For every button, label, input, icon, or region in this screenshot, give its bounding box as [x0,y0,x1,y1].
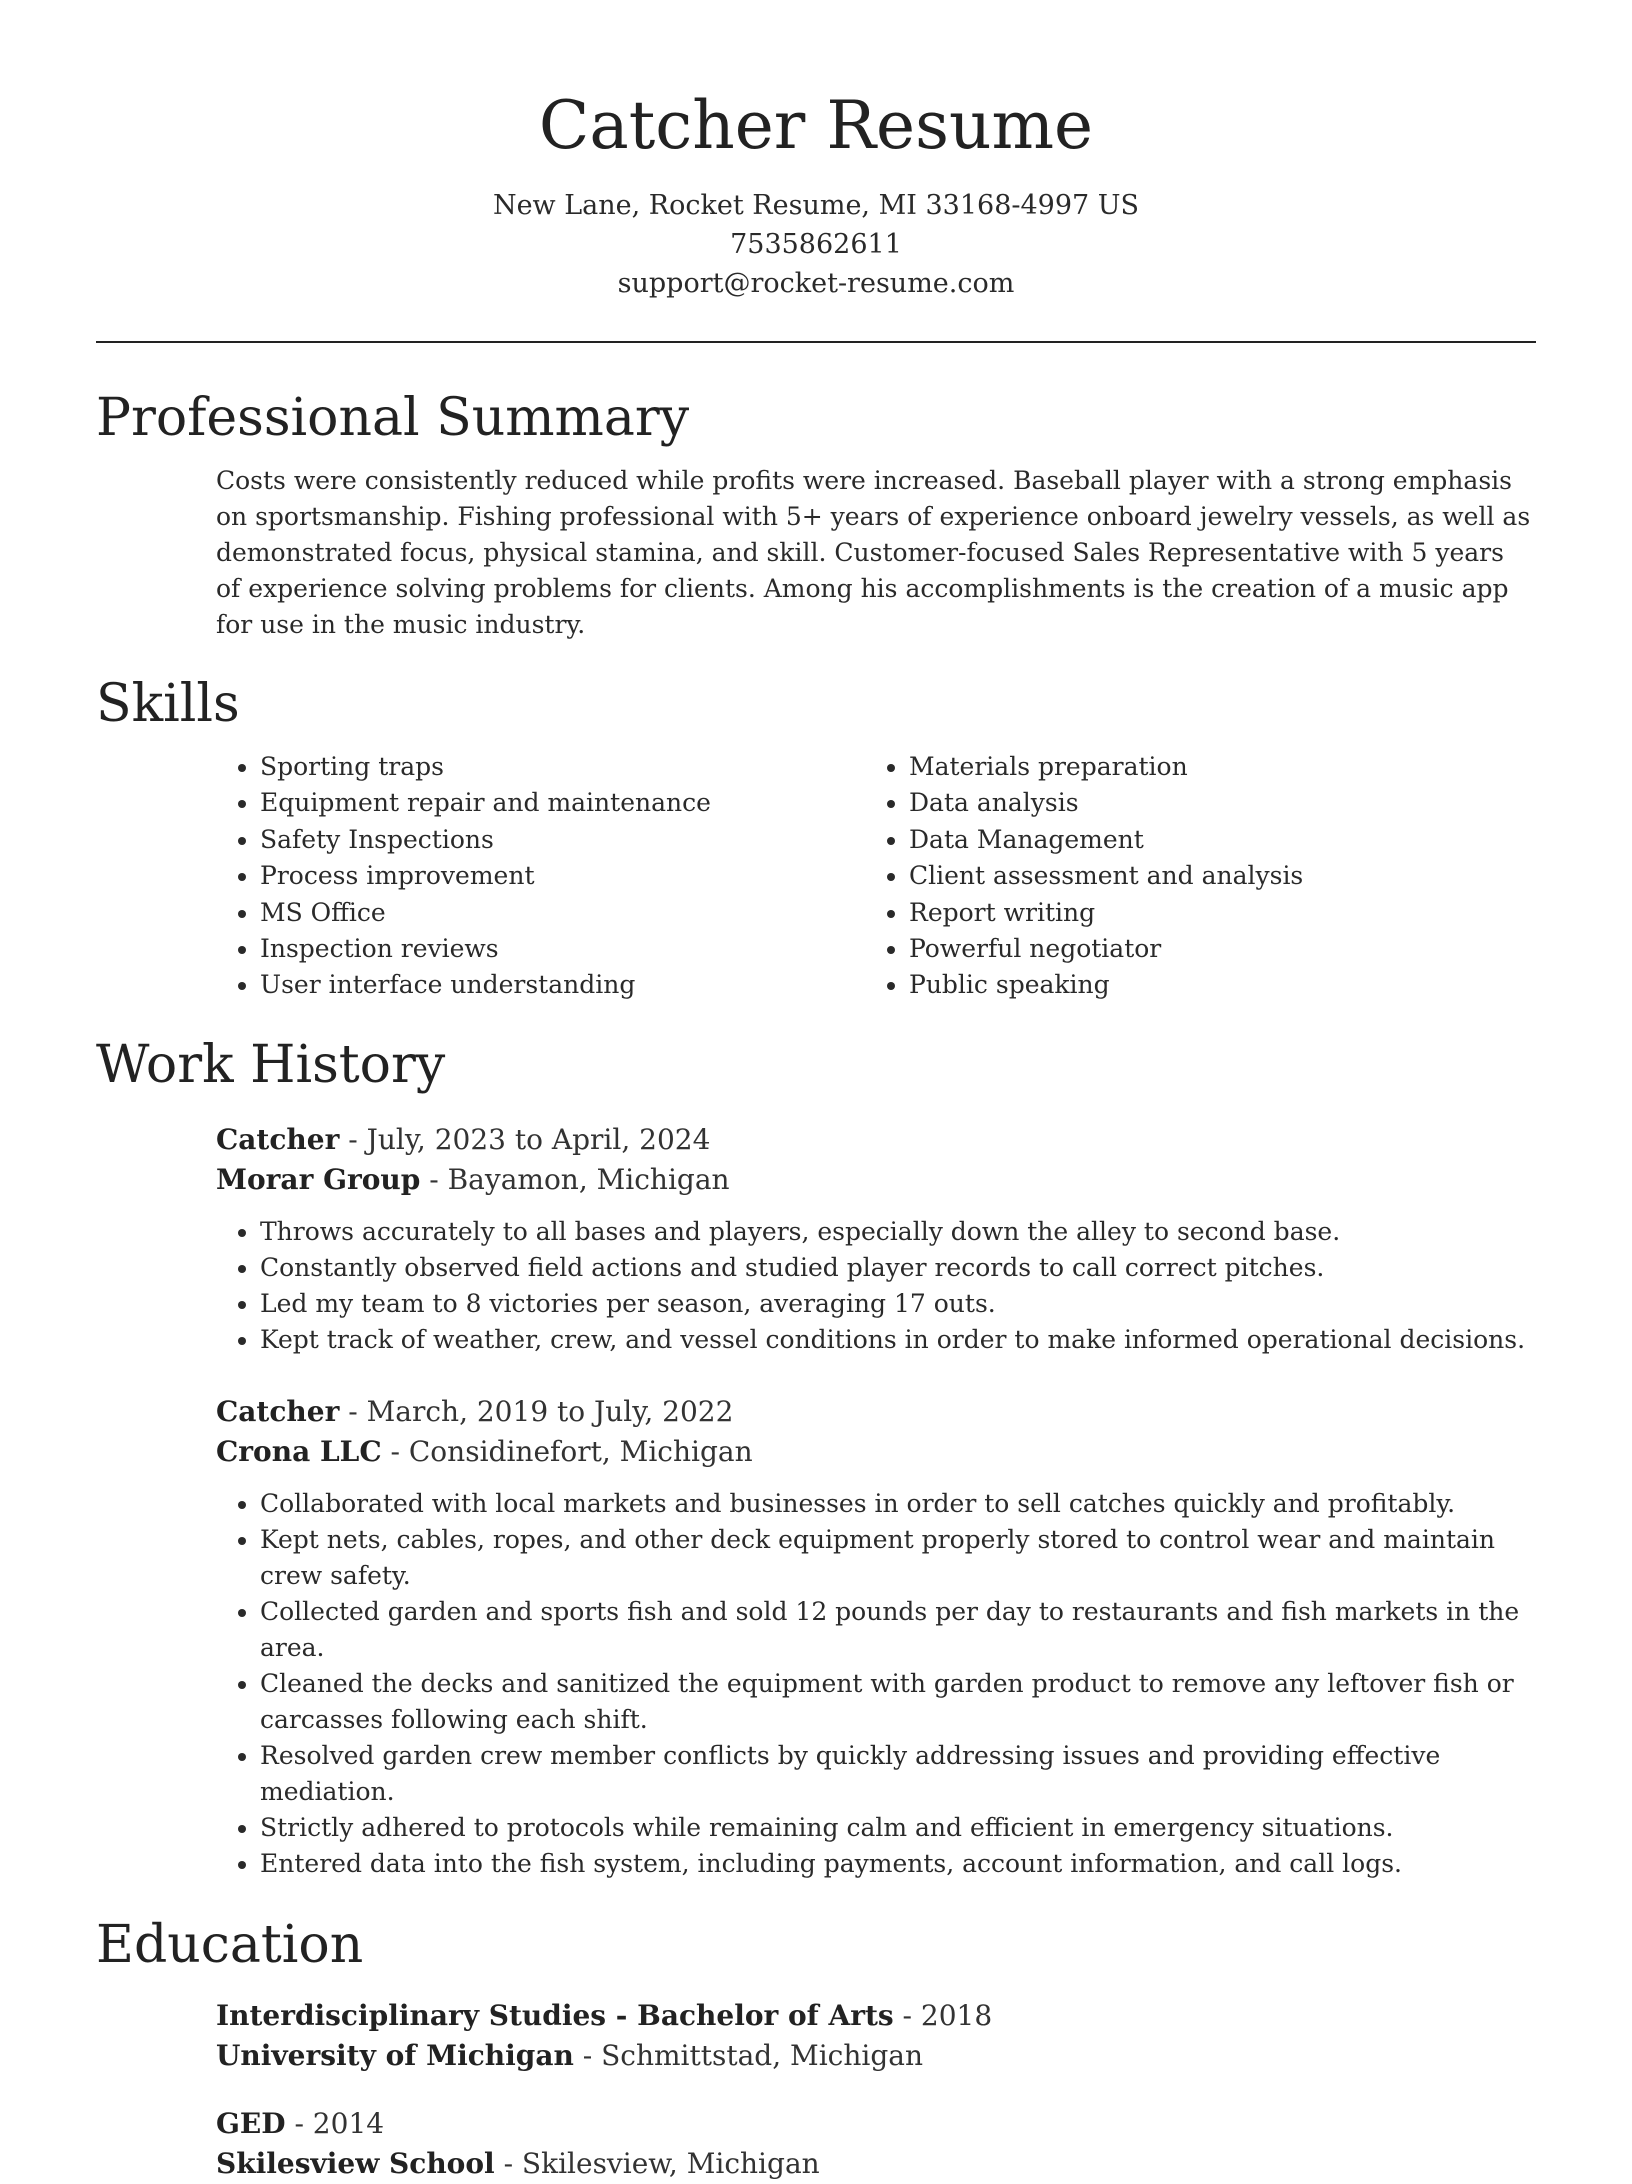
job-bullet: • Cleaned the decks and sanitized the equipment with garden product to remove any leftover fish or carcasses following each shift. [260,1666,1536,1738]
education-location: - Schmittstad, Michigan [573,2038,923,2072]
summary-text: Costs were consistently reduced while profits were increased. Baseball player with a strong emphasis on sportsmanship. Fishing professional with 5+ years of experience onboard jewelry vessels, as well as demonstrated focus, physical stamina, and skill. Customer-focused Sales Representative with 5 years of experience solving problems for clients. Among his accomplishments is the creation of a music app for use in the music industry. [216,466,1531,639]
skill-item: • Report writing [909,895,1514,931]
job-title: Catcher [216,1394,340,1428]
resume-name: Catcher Resume [538,87,1094,164]
job-bullet: • Resolved garden crew member conflicts by quickly addressing issues and providing effective mediation. [260,1738,1536,1810]
job-location: - Bayamon, Michigan [420,1162,730,1196]
skills-section [96,669,1536,1004]
job-bullet: • Throws accurately to all bases and players, especially down the alley to second base. [260,1214,1536,1250]
job-bullet: • Led my team to 8 victories per season, averaging 17 outs. [260,1286,1536,1322]
job-title-line [216,1120,1536,1160]
education-entry [216,1996,1536,2076]
contact-block [96,186,1536,303]
summary-section [96,383,1536,643]
job-dates: - July, 2023 to April, 2024 [339,1122,711,1156]
job-bullets [216,1214,1536,1358]
skill-item: • Inspection reviews [260,931,865,967]
job-bullet: • Collaborated with local markets and businesses in order to sell catches quickly and profitably. [260,1486,1536,1522]
skill-item: • Materials preparation [909,749,1514,785]
education-entry [216,2104,1536,2184]
skill-item: • Sporting traps [260,749,865,785]
education-year: - 2014 [285,2106,385,2140]
job-entry [216,1392,1536,1882]
skill-item: • User interface understanding [260,967,865,1003]
education-school: University of Michigan [216,2038,574,2072]
address: New Lane, Rocket Resume, MI 33168-4997 US [492,190,1140,221]
job-bullet: • Collected garden and sports fish and sold 12 pounds per day to restaurants and fish markets in the area. [260,1594,1536,1666]
skill-item: • Data Management [909,822,1514,858]
job-bullet: • Strictly adhered to protocols while remaining calm and efficient in emergency situations. [260,1810,1536,1846]
work-section [96,1030,1536,1882]
education-heading: Education [96,1914,364,1975]
education-school-line [216,2144,1536,2184]
skills-list-right [865,749,1514,1004]
job-bullet: • Kept nets, cables, ropes, and other deck equipment properly stored to control wear and maintain crew safety. [260,1522,1536,1594]
job-location: - Considinefort, Michigan [381,1434,753,1468]
email: support@rocket-resume.com [617,268,1015,299]
job-company-line [216,1160,1536,1200]
skills-list-left [216,749,865,1004]
education-section [96,1910,1536,2184]
job-entry [216,1120,1536,1358]
skill-item: • Equipment repair and maintenance [260,785,865,821]
summary-heading: Professional Summary [96,388,690,448]
job-dates: - March, 2019 to July, 2022 [339,1394,734,1428]
job-company: Crona LLC [216,1434,382,1468]
education-school: Skilesview School [216,2146,495,2180]
education-degree-line [216,2104,1536,2144]
job-bullet: • Kept track of weather, crew, and vessel conditions in order to make informed operational decisions. [260,1322,1536,1358]
resume-header [96,0,1536,303]
skill-item: • MS Office [260,895,865,931]
job-bullet: • Constantly observed field actions and studied player records to call correct pitches. [260,1250,1536,1286]
education-degree-line [216,1996,1536,2036]
skill-item: • Process improvement [260,858,865,894]
resume-page [96,0,1536,2184]
education-location: - Skilesview, Michigan [494,2146,820,2180]
work-heading: Work History [96,1034,446,1095]
education-school-line [216,2036,1536,2076]
skill-item: • Public speaking [909,967,1514,1003]
job-title-line [216,1392,1536,1432]
education-degree: Interdisciplinary Studies - Bachelor of Arts [216,1998,894,2032]
job-company: Morar Group [216,1162,421,1196]
skill-item: • Powerful negotiator [909,931,1514,967]
skill-item: • Safety Inspections [260,822,865,858]
skill-item: • Client assessment and analysis [909,858,1514,894]
job-company-line [216,1432,1536,1472]
skills-heading: Skills [96,674,240,734]
education-year: - 2018 [893,1998,993,2032]
phone: 7535862611 [730,229,902,260]
job-bullet: • Entered data into the fish system, including payments, account information, and call logs. [260,1846,1536,1882]
job-title: Catcher [216,1122,340,1156]
skills-columns [216,749,1536,1004]
job-bullets [216,1486,1536,1882]
skill-item: • Data analysis [909,785,1514,821]
header-divider [96,341,1536,343]
education-degree: GED [216,2106,286,2140]
